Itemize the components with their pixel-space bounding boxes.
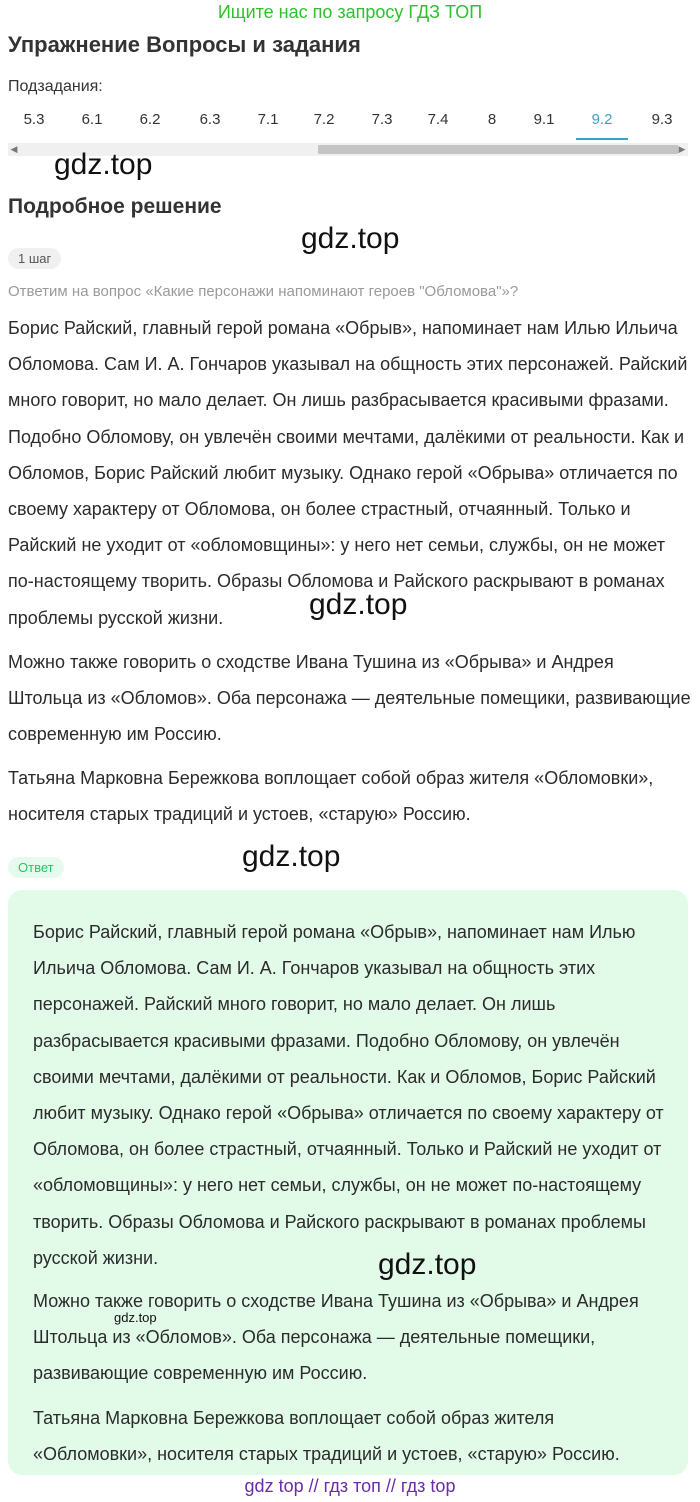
watermark: gdz.top [301,222,400,255]
scroll-right-icon[interactable]: ▶ [678,144,686,154]
solution-paragraph: Борис Райский, главный герой романа «Обрыв», напоминает нам Илью Ильича Обломова. Сам И. А. Гончаров указывал на общность этих персонажей. Райский много говорит, но мало делает. Он лишь разбрасывается красивыми фразами. Подобно Обломову, он увлечён своими мечтами, далёкими от реальности. Как и Обломов, Борис Райский любит музыку. Однако герой «Обрыва» отличается по своему характеру от Обломова, он более страстный, отчаянный. Только и Райский не уходит от «обломовщины»: у него нет семьи, службы, он не может по-настоящему творить. Образы Обломова и Райского раскрывают в романах проблемы русской жизни. [8,318,688,628]
step-badge: 1 шаг [8,248,61,269]
subtask-tab[interactable]: 7.3 [371,111,393,128]
subtask-tab[interactable]: 7.2 [313,111,335,128]
subtask-tab[interactable]: 5.3 [23,111,45,128]
scroll-left-icon[interactable]: ◀ [10,144,18,154]
answer-paragraph: Борис Райский, главный герой романа «Обрыв», напоминает нам Илью Ильича Обломова. Сам И. А. Гончаров указывал на общность этих персонажей. Райский много говорит, но мало делает. Он лишь разбрасывается красивыми фразами. Подобно Обломову, он увлечён своими мечтами, далёкими от реальности. Как и Обломов, Борис Райский любит музыку. Однако герой «Обрыва» отличается по своему характеру от Обломова, он более страстный, отчаянный. Только и Райский не уходит от «обломовщины»: у него нет семьи, службы, он не может по-настоящему творить. Образы Обломова и Райского раскрывают в романах проблемы русской жизни. [33,922,664,1268]
watermark-small: gdz.top [114,1310,157,1325]
subtask-tab[interactable]: 7.1 [257,111,279,128]
subtask-tab-active[interactable]: 9.2 [576,104,628,140]
answer-paragraph: Татьяна Марковна Бережкова воплощает собой образ жителя «Обломовки», носителя старых традиций и устоев, «старую» Россию. [33,1408,620,1465]
answer-paragraph: Можно также говорить о сходстве Ивана Тушина из «Обрыва» и Андрея Штольца из «Обломов». Оба персонажа — деятельные помещики, развивающие современную им Россию. [33,1291,639,1384]
watermark: gdz.top [54,148,153,181]
subtasks-label: Подзадания: [8,78,103,95]
solution-title: Подробное решение [8,195,222,218]
subtask-tab[interactable]: 6.2 [139,111,161,128]
solution-paragraph: Татьяна Марковна Бережкова воплощает собой образ жителя «Обломовки», носителя старых традиций и устоев, «старую» Россию. [8,768,654,825]
subtask-tab[interactable]: 9.1 [533,111,555,128]
footer-links[interactable]: gdz top // гдз топ // гдз top [244,1476,456,1496]
subtask-tab[interactable]: 9.3 [651,111,673,128]
subtask-tab[interactable]: 7.4 [427,111,449,128]
watermark: gdz.top [378,1248,477,1281]
question-text: Ответим на вопрос «Какие персонажи напоминают героев "Обломова"»? [8,283,519,300]
watermark: gdz.top [242,840,341,873]
subtask-tab[interactable]: 6.3 [199,111,221,128]
scrollbar-thumb[interactable] [318,145,678,154]
subtask-tabs [8,104,692,140]
exercise-title: Упражнение Вопросы и задания [8,32,361,57]
watermark: gdz.top [309,588,408,621]
subtask-tab[interactable]: 8 [487,111,497,128]
subtask-tab[interactable]: 6.1 [81,111,103,128]
answer-badge: Ответ [8,857,64,878]
promo-banner[interactable]: Ищите нас по запросу ГДЗ ТОП [217,2,483,22]
solution-paragraph: Можно также говорить о сходстве Ивана Тушина из «Обрыва» и Андрея Штольца из «Обломов». Оба персонажа — деятельные помещики, развивающие современную им Россию. [8,652,691,745]
